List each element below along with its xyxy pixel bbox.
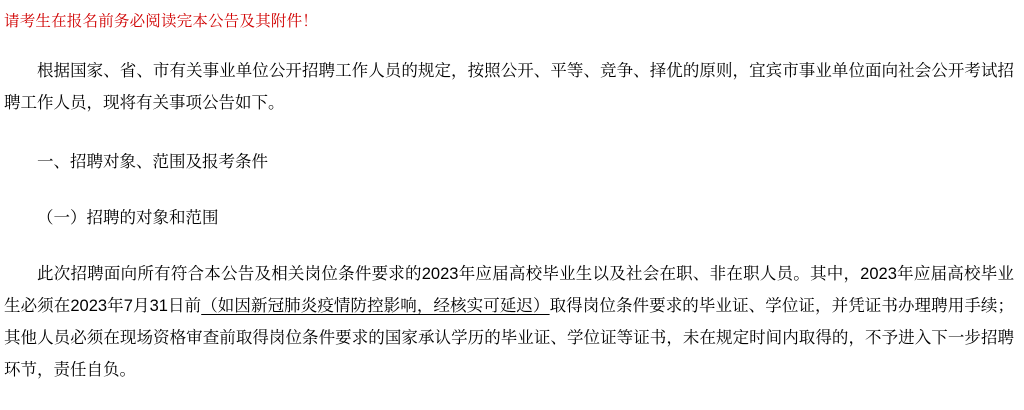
notice-warning-text: 请考生在报名前务必阅读完本公告及其附件！: [4, 13, 319, 30]
detail-text-part-two: 取得岗位条件要求的毕业证、学位证，并凭证书办理聘用手续；其他人员必须在现场资格审查前取得岗位条件要求的国家承认学历的毕业证、学位证等证书，未在规定时间内取得的，不予进入下一步招聘环节，责任自负。: [4, 297, 1014, 380]
section-heading-one: 一、招聘对象、范围及报考条件: [37, 152, 268, 171]
section-subheading-one: （一）招聘的对象和范围: [37, 208, 219, 227]
paragraph-recruitment-detail: [0, 258, 1024, 387]
detail-text-part-one: 此次招聘面向所有符合本公告及相关岗位条件要求的2023年应届高校毕业生以及社会在职、非在职人员。其中，2023年应届高校毕业生必须在2023年7月31日前: [4, 264, 1014, 316]
paragraph-intro: 根据国家、省、市有关事业单位公开招聘工作人员的规定，按照公开、平等、竞争、择优的原则，宜宾市事业单位面向社会公开考试招聘工作人员，现将有关事项公告如下。: [4, 62, 1014, 113]
document-page: [0, 10, 1024, 410]
detail-text-underlined: （如因新冠肺炎疫情防控影响，经核实可延迟）: [201, 297, 550, 316]
